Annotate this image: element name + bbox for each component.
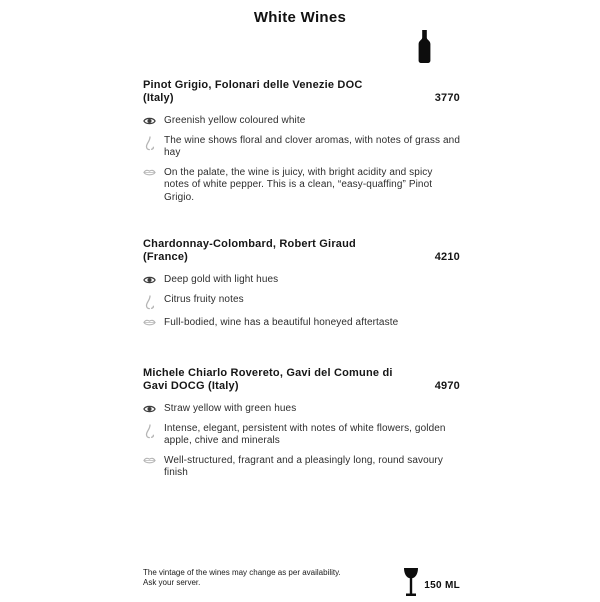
mouth-icon: [143, 318, 157, 327]
wine-notes: [143, 403, 460, 480]
wine-header: [143, 79, 460, 105]
wine-price: 4210: [434, 251, 460, 263]
wine-price: 4970: [434, 380, 460, 392]
nose-icon: [143, 424, 157, 439]
wine-note-text: Full-bodied, wine has a beautiful honeyed aftertaste: [164, 316, 399, 328]
wine-glass-icon: [403, 568, 419, 602]
wine-entry: [143, 367, 460, 480]
page-title: White Wines: [253, 9, 347, 26]
wine-note-text: Intense, elegant, persistent with notes of white flowers, golden apple, chive and minerals: [164, 422, 446, 446]
mouth-icon: [143, 456, 157, 465]
wine-note-text: Straw yellow with green hues: [164, 403, 297, 414]
disclaimer-line-1: The vintage of the wines may change as per availability.: [143, 568, 341, 577]
wine-name: Pinot Grigio, Folonari delle Venezie DOC (Italy): [143, 79, 363, 104]
eye-icon: [143, 275, 157, 285]
wine-note-appearance: [143, 115, 460, 128]
wine-note-text: Well-structured, fragrant and a pleasingly long, round savoury finish: [164, 454, 443, 478]
wine-note-appearance: [143, 403, 460, 416]
eye-icon: [143, 116, 157, 126]
wine-note-text: The wine shows floral and clover aromas, with notes of grass and hay: [164, 134, 460, 158]
nose-icon: [143, 295, 157, 310]
wine-note-aroma: [143, 423, 460, 448]
wine-note-text: On the palate, the wine is juicy, with bright acidity and spicy notes of white pepper. This is a clean, “easy-quaffing” Pinot Grigio.: [164, 166, 433, 203]
eye-icon: [143, 404, 157, 414]
wine-note-aroma: [143, 294, 460, 310]
serving-size: [403, 568, 460, 602]
wine-bottle-icon: [417, 30, 432, 63]
disclaimer-line-2: Ask your server.: [143, 578, 201, 587]
wine-price: 3770: [434, 92, 460, 104]
wine-notes: [143, 115, 460, 204]
wine-name: Michele Chiarlo Rovereto, Gavi del Comune di Gavi DOCG (Italy): [143, 367, 393, 392]
footer: [143, 568, 460, 602]
wine-list: [143, 79, 460, 480]
wine-entry: [143, 79, 460, 204]
serving-size-label: 150 ML: [424, 579, 460, 591]
wine-entry: [143, 238, 460, 329]
wine-note-aroma: [143, 135, 460, 160]
wine-note-text: Greenish yellow coloured white: [164, 115, 306, 126]
mouth-icon: [143, 168, 157, 177]
wine-note-text: Citrus fruity notes: [164, 293, 244, 305]
wine-note-taste: [143, 167, 460, 205]
disclaimer-text: [143, 568, 341, 588]
wine-note-text: Deep gold with light hues: [164, 274, 279, 285]
wine-header: [143, 367, 460, 393]
wine-header: [143, 238, 460, 264]
wine-note-taste: [143, 455, 460, 480]
wine-note-taste: [143, 317, 460, 330]
wine-note-appearance: [143, 274, 460, 287]
wine-notes: [143, 274, 460, 329]
nose-icon: [143, 136, 157, 151]
wine-name: Chardonnay-Colombard, Robert Giraud (France): [143, 238, 356, 263]
